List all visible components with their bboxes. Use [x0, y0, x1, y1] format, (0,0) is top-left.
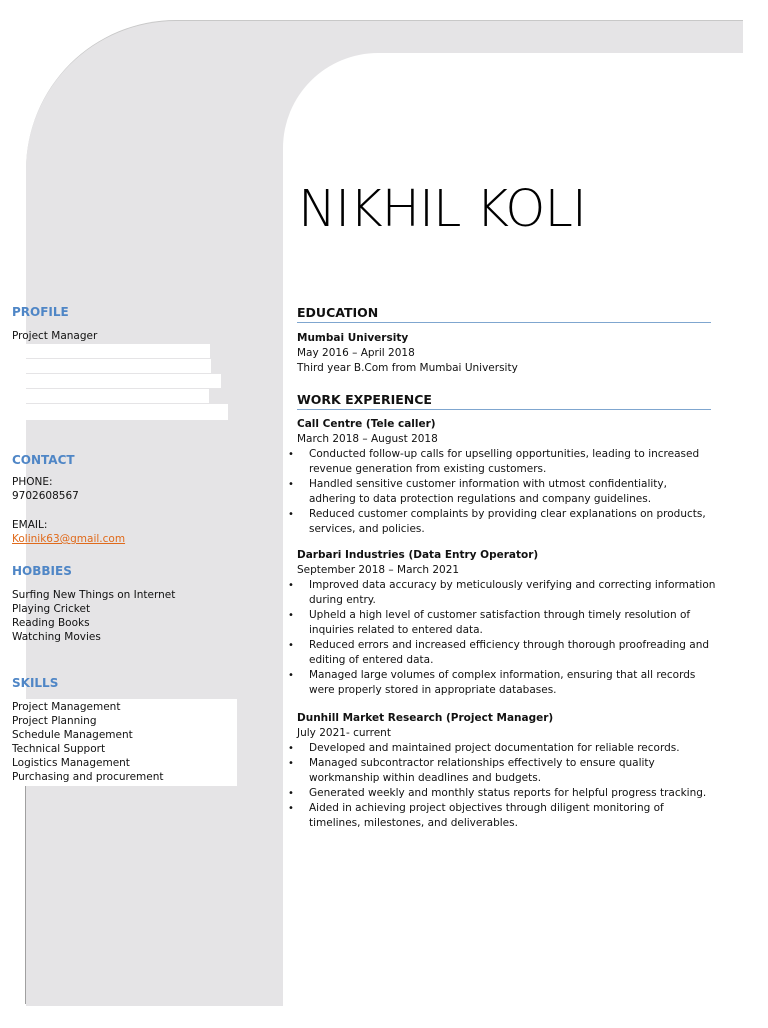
skill-item: Purchasing and procurement: [12, 771, 164, 783]
contact-heading: CONTACT: [12, 453, 75, 467]
job-title: Call Centre (Tele caller): [297, 418, 436, 430]
job-bullet: • Improved data accuracy by meticulously verifying and correcting information during entry.: [297, 578, 717, 608]
job-title: Dunhill Market Research (Project Manager): [297, 712, 554, 724]
education-heading: EDUCATION: [297, 305, 711, 323]
school-name: Mumbai University: [297, 332, 409, 344]
hobby-item: Playing Cricket: [12, 603, 91, 615]
email-link[interactable]: Kolinik63@gmail.com: [12, 533, 126, 545]
job-bullets: [297, 447, 717, 537]
phone-label: PHONE:: [12, 476, 53, 488]
job-bullets: [297, 741, 717, 831]
skill-item: Project Management: [12, 701, 121, 713]
skill-item: Project Planning: [12, 715, 97, 727]
job-entry: [297, 711, 717, 831]
job-bullets: [297, 578, 717, 698]
sidebar-bottom-curve: [235, 765, 285, 1005]
job-bullet: • Developed and maintained project documentation for reliable records.: [297, 741, 717, 756]
hobby-item: Reading Books: [12, 617, 90, 629]
job-bullet: • Aided in achieving project objectives through diligent monitoring of timelines, milestones, and deliverables.: [297, 801, 717, 831]
profile-heading: PROFILE: [12, 305, 69, 319]
email-label: EMAIL:: [12, 519, 48, 531]
job-title: Darbari Industries (Data Entry Operator): [297, 549, 539, 561]
email-address: [12, 532, 125, 547]
profile-text: Project Manager: [12, 330, 98, 342]
skill-item: Technical Support: [12, 743, 106, 755]
work-experience-heading: WORK EXPERIENCE: [297, 392, 711, 410]
profile-blank-line: [12, 344, 210, 358]
hobby-item: Watching Movies: [12, 631, 101, 643]
job-bullet: • Generated weekly and monthly status reports for helpful progress tracking.: [297, 786, 717, 801]
job-dates: September 2018 – March 2021: [297, 564, 460, 576]
job-bullet: • Managed large volumes of complex information, ensuring that all records were properly stored in appropriate databases.: [297, 668, 717, 698]
job-entry: [297, 548, 717, 698]
sidebar-edge-line: [25, 760, 26, 1004]
hobby-item: Surfing New Things on Internet: [12, 589, 176, 601]
profile-blank-line: [12, 389, 209, 403]
job-bullet: • Conducted follow-up calls for upselling opportunities, leading to increased revenue generation from existing customers.: [297, 447, 717, 477]
job-bullet: • Managed subcontractor relationships effectively to ensure quality workmanship within deadlines and budgets.: [297, 756, 717, 786]
education-dates: May 2016 – April 2018: [297, 347, 415, 359]
profile-blank-line: [12, 359, 211, 373]
job-dates: March 2018 – August 2018: [297, 433, 438, 445]
education-entry: [297, 331, 717, 376]
skill-item: Schedule Management: [12, 729, 133, 741]
profile-blank-line: [12, 374, 221, 388]
job-bullet: • Upheld a high level of customer satisfaction through timely resolution of inquiries related to entered data.: [297, 608, 717, 638]
job-dates: July 2021- current: [297, 727, 391, 739]
job-bullet: • Reduced errors and increased efficiency through thorough proofreading and editing of entered data.: [297, 638, 717, 668]
hobbies-heading: HOBBIES: [12, 564, 72, 578]
phone-number: 9702608567: [12, 490, 79, 502]
job-bullet: • Handled sensitive customer information with utmost confidentiality, adhering to data protection regulations and company guidelines.: [297, 477, 717, 507]
candidate-name: NIKHIL KOLI: [298, 180, 586, 239]
skills-heading: SKILLS: [12, 676, 59, 690]
skill-item: Logistics Management: [12, 757, 130, 769]
degree: Third year B.Com from Mumbai University: [297, 362, 518, 374]
job-entry: [297, 417, 717, 537]
job-bullet: • Reduced customer complaints by providing clear explanations on products, services, and policies.: [297, 507, 717, 537]
profile-blank-line: [12, 404, 228, 420]
